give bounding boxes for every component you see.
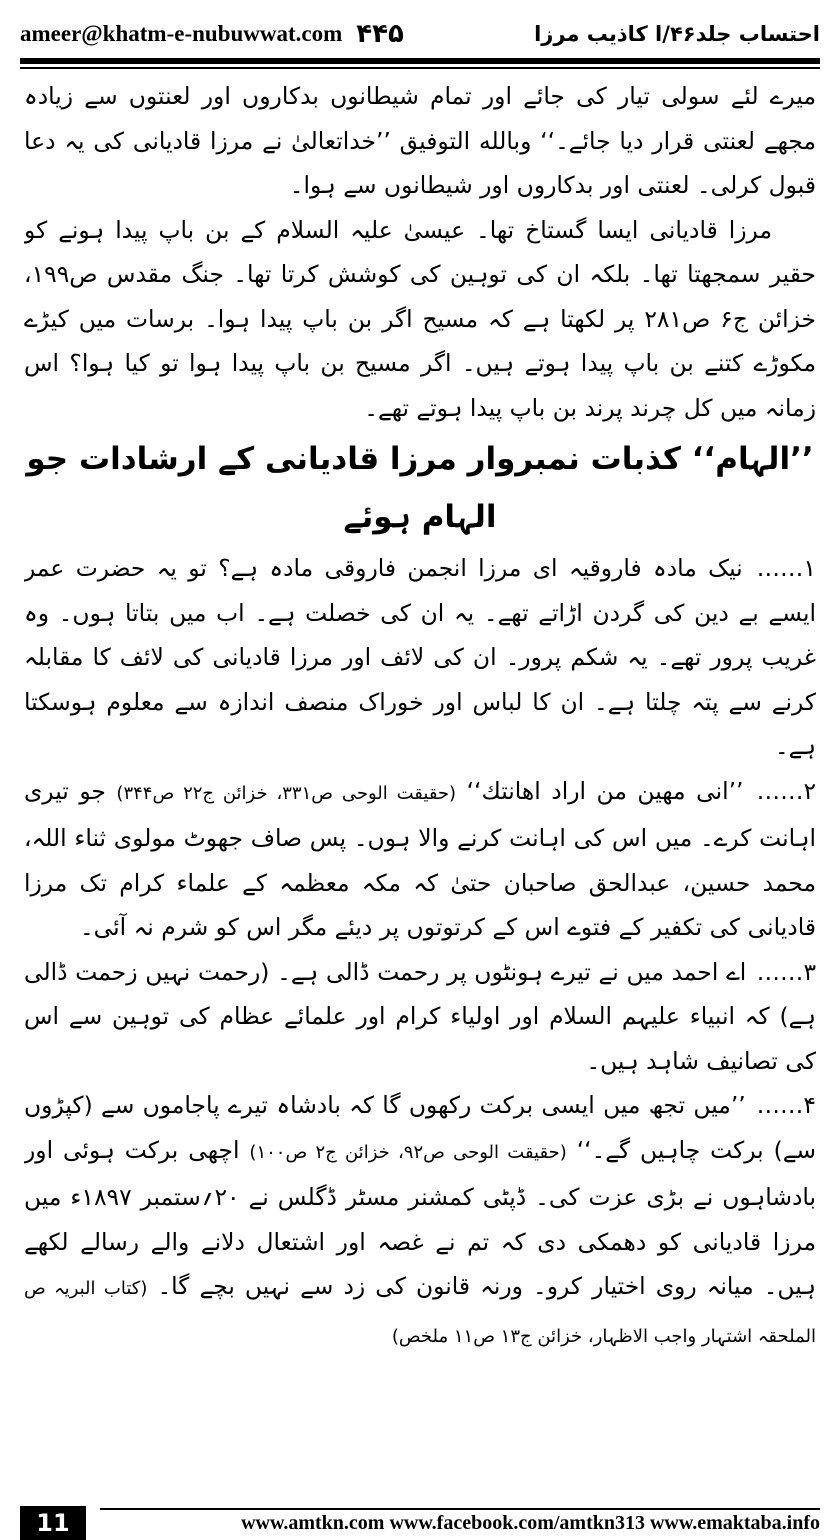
item-1-text: نیک مادہ فاروقیہ ای مرزا انجمن فاروقی مادہ ہے؟ تو یہ حضرت عمر ایسے بے دین کی گردن اڑاتے تھے۔ یہ ان کی خصلت ہے۔ اب میں بتاتا ہوں۔ وہ غریب پرور تھے۔ یہ شکم پرور۔ ان کی لائف اور مرزا قادیانی کی لائف کا مقابلہ کرنے سے پتہ چلتا ہے۔ ان کا لباس اور خوراک منصف اندازہ سے معلوم ہوسکتا ہے۔ xyxy=(24,554,816,760)
header-rule-thin xyxy=(20,67,820,69)
header-page-number: ۴۴۵ xyxy=(356,19,404,49)
paragraph-1: میرے لئے سولی تیار کی جائے اور تمام شیطانوں بدکاروں اور لعنتوں سے زیادہ مجھے لعنتی قرار دیا جائے۔‘‘ وبالله التوفیق ’’خداتعالیٰ نے مرزا قادیانی کی یہ دعا قبول کرلی۔ لعنتی اور بدکاروں اور شیطانوں سے ہوا۔ xyxy=(24,82,816,199)
footer-page-box: 11 xyxy=(20,1506,86,1540)
list-item-4 xyxy=(24,1083,816,1359)
item-4-text: ’’میں تجھ میں ایسی برکت رکھوں گا کہ بادشاہ تیرے پاجاموں سے (کپڑوں سے) برکت چاہیں گے۔‘‘ xyxy=(24,1091,816,1164)
list-item-2 xyxy=(24,769,816,950)
header-rule-thick xyxy=(20,58,820,64)
item-4-text-continued: اچھی برکت ہوئی اور بادشاہوں نے بڑی عزت کی۔ ڈپٹی کمشنر مسٹر ڈگلس نے ۲۰؍ستمبر ۱۸۹۷ء میں مرزا قادیانی کو دھمکی دی کہ تم نے غصہ اور اشتعال دلانے والے رسالے لکھے ہیں۔ میانہ روی اختیار کرو۔ ورنہ قانون کی زد سے نہیں بچے گا۔ xyxy=(24,1135,816,1300)
item-2-quote: ’’انی مھین من اراد اھانتك‘‘ xyxy=(466,776,744,805)
item-2-citation: (حقیقت الوحی ص۳۳۱، خزائن ج۲۲ ص۳۴۴) xyxy=(116,782,457,804)
header-running-title: احتساب جلد۴۶/ا کاذیب مرزا xyxy=(534,22,820,46)
item-1-number: ۱…… xyxy=(756,554,816,582)
item-4-number: ۴…… xyxy=(756,1091,816,1119)
item-4-citation: (حقیقت الوحی ص۹۲، خزائن ج۲ ص۱۰۰) xyxy=(249,1141,567,1163)
footer-urls: www.amtkn.com www.facebook.com/amtkn313 www.emaktaba.info xyxy=(241,1512,820,1534)
paragraph-2: مرزا قادیانی ایسا گستاخ تھا۔ عیسیٰ علیہ السلام کے بن باپ پیدا ہونے کو حقیر سمجھتا تھا۔ بلکہ ان کی توہین کی کوشش کرتا تھا۔ جنگ مقدس ص۱۹۹، خزائن ج۶ ص۲۸۱ پر لکھتا ہے کہ مسیح اگر بن باپ پیدا ہوا۔ برسات میں کیڑے مکوڑے کتنے بن باپ پیدا ہوتے ہیں۔ اگر مسیح بن باپ پیدا ہوا تو کیا ہوا؟ اس زمانہ میں کل چرند پرند بن باپ پیدا ہوتے تھے۔ xyxy=(24,215,816,422)
header-email: ameer@khatm-e-nubuwwat.com xyxy=(20,21,343,46)
page-header xyxy=(20,14,820,54)
item-3-text: اے احمد میں نے تیرے ہونٹوں پر رحمت ڈالی ہے۔ (رحمت نہیں زحمت ڈالی ہے) کہ انبیاء علیہم السلام اور اولیاء کرام اور علمائے عظام کی توہین سے اس کی تصانیف شاہد ہیں۔ xyxy=(24,957,816,1075)
list-item-1 xyxy=(24,546,816,769)
item-2-number: ۲…… xyxy=(756,776,816,805)
item-3-number: ۳…… xyxy=(756,957,816,986)
list-item-3 xyxy=(24,950,816,1084)
item-4-citation-2: (کتاب البریہ ص الملحقہ اشتہار واجب الاظہار، خزائن ج۱۳ ص۱۱ ملخص) xyxy=(24,1278,816,1347)
item-2-text: جو تیری اہانت کرے۔ میں اس کی اہانت کرنے والا ہوں۔ پس صاف جھوٹ مولوی ثناء اللہ، محمد حسین، عبدالحق صاحبان حتیٰ کہ مکہ معظمہ کے علماء کرام تک مرزا قادیانی کی تکفیر کے فتوے اس کے کرتوتوں پر دیئے مگر اس کو شرم نہ آئی۔ xyxy=(24,776,816,941)
section-heading: ’’الہام‘‘ کذبات نمبروار مرزا قادیانی کے ارشادات جو الہام ہوئے xyxy=(26,441,814,535)
header-left xyxy=(20,19,404,49)
page-body xyxy=(24,74,816,1474)
footer-rule xyxy=(100,1508,820,1510)
